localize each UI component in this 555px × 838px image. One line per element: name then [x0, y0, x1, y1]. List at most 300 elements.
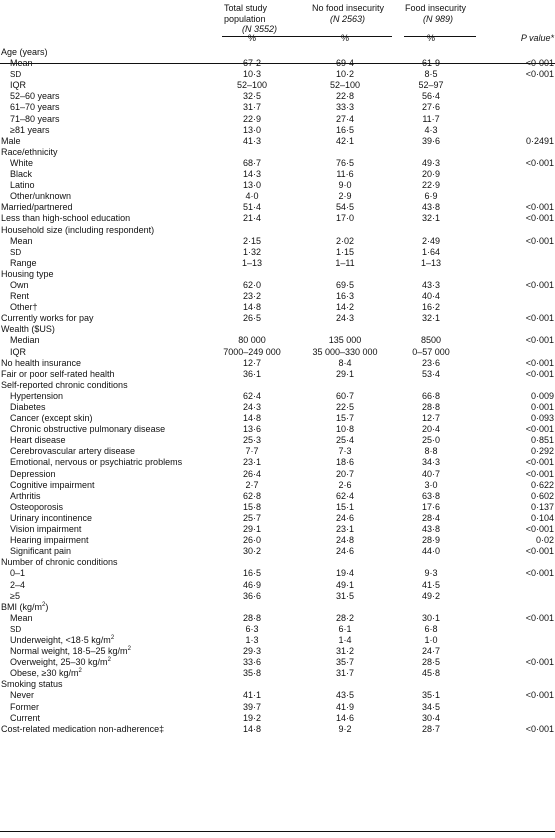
- table-row: [0, 169, 555, 180]
- pct-label-total: %: [247, 33, 256, 43]
- cell-value: 33·3: [335, 102, 354, 113]
- table-row: [0, 125, 555, 136]
- row-label-text: Never: [10, 690, 35, 701]
- rule-table-bottom: [0, 831, 555, 832]
- row-label: [1, 136, 21, 147]
- cell-value: 43·8: [421, 524, 440, 535]
- table-row: [0, 358, 555, 369]
- cell-value: 32·1: [421, 213, 440, 224]
- row-label-text: Diabetes: [10, 402, 46, 412]
- cell-value: 26·4: [242, 468, 261, 479]
- rule-header-bottom: [0, 63, 555, 64]
- cell-value: 28·8: [242, 612, 261, 623]
- cell-value: 43·8: [421, 202, 440, 213]
- table-row: [0, 668, 555, 679]
- row-label: [10, 713, 40, 724]
- cell-value: 2·6: [338, 479, 352, 490]
- cell-value: 30·1: [421, 612, 440, 623]
- cell-value: 19·4: [335, 568, 354, 579]
- row-label: [10, 191, 71, 202]
- table-row: [0, 202, 555, 213]
- cell-value: 53·4: [421, 368, 440, 379]
- cell-value: 33·6: [242, 657, 261, 668]
- table-row: [0, 158, 555, 169]
- row-label-text: Male: [1, 135, 21, 146]
- cell-p-value: 0·02: [535, 535, 554, 546]
- row-label-text: Married/partnered: [1, 202, 73, 213]
- cell-p-value: <0·001: [525, 335, 554, 346]
- cell-value: 14·3: [242, 169, 261, 180]
- cell-p-value: 0·851: [530, 435, 554, 446]
- row-label: [10, 114, 60, 125]
- table-header: [0, 3, 555, 34]
- row-label-text: Median: [10, 335, 40, 346]
- cell-p-value: <0·001: [525, 546, 554, 557]
- cell-p-value: 0·009: [530, 390, 554, 401]
- cell-value: 63·8: [421, 490, 440, 501]
- cell-value: 23·1: [242, 457, 261, 468]
- row-label-text: Mean: [10, 235, 33, 246]
- cell-value: 8·8: [424, 446, 438, 457]
- cell-p-value: 0·001: [530, 402, 554, 412]
- cell-value: 39·6: [421, 135, 440, 146]
- cell-value: 10·2: [335, 69, 354, 80]
- row-label: [1, 147, 58, 158]
- cell-value: 31·5: [335, 590, 354, 601]
- cell-value: 80 000: [238, 335, 266, 346]
- table-row: [0, 702, 555, 713]
- cell-value: 7·3: [338, 446, 352, 457]
- table-row: [0, 80, 555, 91]
- cell-value: 66·8: [421, 390, 440, 401]
- row-label-text: Smoking status: [1, 679, 63, 690]
- cell-value: 23·6: [421, 357, 440, 368]
- row-label: [10, 624, 21, 635]
- cell-value: 28·9: [421, 535, 440, 546]
- cell-value: 30·2: [242, 546, 261, 557]
- cell-value: 7000–249 000: [223, 346, 281, 357]
- table-row: [0, 136, 555, 147]
- row-label: [10, 236, 33, 247]
- row-label: [10, 657, 111, 668]
- row-label-text: 71–80 years: [10, 113, 60, 124]
- row-label: [10, 469, 56, 480]
- row-label: [10, 502, 63, 513]
- table-row: [0, 568, 555, 579]
- row-label-text: Former: [10, 701, 39, 712]
- row-label-text: Overweight, 25–30 kg/m: [10, 657, 108, 668]
- cell-value: 2·9: [338, 191, 352, 202]
- cell-value: 31·7: [242, 102, 261, 113]
- table-row: [0, 546, 555, 557]
- cell-value: 41·9: [335, 701, 354, 712]
- cell-value: 32·5: [242, 91, 261, 102]
- row-label-text: Other/unknown: [10, 191, 72, 202]
- cell-value: 49·1: [335, 579, 354, 590]
- table-row: [0, 69, 555, 80]
- table-row: [0, 491, 555, 502]
- row-label: [10, 302, 38, 313]
- cell-value: 36·1: [242, 368, 261, 379]
- table-row: [0, 679, 555, 690]
- cell-value: 0–57 000: [412, 346, 450, 357]
- cell-p-value: 0·292: [530, 446, 554, 457]
- table-row: [0, 402, 555, 413]
- cell-value: 54·5: [335, 202, 354, 213]
- table-row: [0, 413, 555, 424]
- cell-value: 69·5: [335, 279, 354, 290]
- cell-value: 25·4: [335, 435, 354, 446]
- row-label-text: ≥81 years: [10, 124, 50, 135]
- row-label: [1, 202, 73, 213]
- table-row: [0, 347, 555, 358]
- cell-value: 24·3: [242, 402, 261, 412]
- row-label: [10, 347, 26, 358]
- table-row: [0, 657, 555, 668]
- cell-value: 34·3: [421, 457, 440, 468]
- row-label: [10, 125, 49, 136]
- table-row: [0, 624, 555, 635]
- cell-value: 28·4: [421, 512, 440, 523]
- row-label: [10, 413, 93, 424]
- cell-p-value: 0·137: [530, 501, 554, 512]
- cell-value: 14·2: [335, 302, 354, 313]
- cell-value: 6·8: [424, 623, 438, 634]
- cell-value: 12·7: [421, 413, 440, 424]
- cell-p-value: <0·001: [525, 524, 554, 535]
- row-label: [10, 158, 33, 169]
- table-row: [0, 446, 555, 457]
- row-label: [10, 335, 40, 346]
- cell-value: 8·4: [338, 357, 352, 368]
- cell-value: 17·0: [335, 213, 354, 224]
- cell-value: 23·1: [335, 524, 354, 535]
- table-row: [0, 690, 555, 701]
- cell-value: 6·9: [424, 191, 438, 202]
- cell-value: 28·7: [421, 723, 440, 734]
- cell-value: 14·8: [242, 302, 261, 313]
- row-label: [10, 535, 89, 546]
- table-row: [0, 424, 555, 435]
- cell-value: 36·6: [242, 590, 261, 601]
- row-label: [10, 480, 95, 491]
- rule-fi: [404, 36, 476, 37]
- row-label-text: Cognitive impairment: [10, 479, 95, 490]
- table-row: [0, 91, 555, 102]
- cell-p-value: 0·104: [530, 512, 554, 523]
- p-value-header: P value*: [520, 33, 554, 43]
- col-header-total-n: (N 3552): [242, 24, 278, 34]
- cell-value: 41·3: [242, 135, 261, 146]
- cell-value: 39·7: [242, 701, 261, 712]
- table-row: [0, 724, 555, 735]
- cell-value: 3·0: [424, 479, 438, 490]
- row-label: [10, 513, 92, 524]
- cell-value: 18·6: [335, 457, 354, 468]
- row-label-text: Mean: [10, 612, 33, 623]
- cell-value: 10·3: [242, 69, 261, 80]
- table-row: [0, 380, 555, 391]
- cell-p-value: 0·093: [530, 413, 554, 424]
- cell-value: 31·2: [335, 646, 354, 657]
- row-label-text: Hearing impairment: [10, 535, 89, 546]
- row-label: [10, 491, 41, 502]
- row-label: [1, 225, 154, 236]
- table-row: [0, 713, 555, 724]
- cell-value: 22·8: [335, 91, 354, 102]
- row-label-text: BMI (kg/m: [1, 601, 43, 612]
- table-row: [0, 324, 555, 335]
- cell-value: 35·8: [242, 668, 261, 679]
- table-row: [0, 225, 555, 236]
- table-row: [0, 435, 555, 446]
- row-label-text: SD: [10, 70, 22, 80]
- row-label-text: IQR: [10, 80, 27, 91]
- row-label-text: Hypertension: [10, 390, 64, 401]
- cell-value: 1–13: [420, 257, 442, 268]
- cell-value: 26·0: [242, 535, 261, 546]
- row-label: [10, 424, 165, 435]
- cell-p-value: <0·001: [525, 313, 554, 324]
- cell-value: 41·1: [242, 690, 261, 701]
- cell-value: 1·64: [421, 246, 440, 257]
- cell-p-value: <0·001: [525, 568, 554, 579]
- row-label-text: Self-reported chronic conditions: [1, 379, 128, 390]
- cell-value: 45·8: [421, 668, 440, 679]
- cell-value: 9·0: [338, 180, 352, 191]
- cell-value: 22·9: [421, 180, 440, 191]
- table-row: [0, 391, 555, 402]
- cell-p-value: <0·001: [525, 202, 554, 213]
- table-row: [0, 147, 555, 158]
- cell-value: 13·0: [242, 180, 261, 191]
- rule-total: [222, 36, 310, 37]
- table-row: [0, 258, 555, 269]
- cell-value: 52–97: [418, 80, 444, 91]
- table-row: [0, 524, 555, 535]
- row-label: [10, 258, 37, 269]
- cell-value: 35 000–330 000: [312, 346, 378, 357]
- cell-value: 6·3: [245, 623, 259, 634]
- cell-value: 10·8: [335, 424, 354, 435]
- row-label: [10, 446, 135, 457]
- table-row: [0, 457, 555, 468]
- row-label: [10, 69, 21, 80]
- row-label: [10, 169, 32, 180]
- cell-value: 14·8: [242, 413, 261, 424]
- cell-value: 56·4: [421, 91, 440, 102]
- cell-value: 52–100: [329, 80, 361, 91]
- cell-value: 13·0: [242, 124, 261, 135]
- cell-value: 24·3: [335, 313, 354, 324]
- cell-value: 11·7: [422, 113, 440, 124]
- cell-value: 16·5: [242, 568, 261, 579]
- table-row: [0, 480, 555, 491]
- col-header-no-fi-n: (N 2563): [330, 13, 366, 24]
- row-label-text: Heart disease: [10, 435, 66, 446]
- cell-value: 30·4: [421, 712, 440, 723]
- cell-p-value: <0·001: [525, 723, 554, 734]
- cell-value: 29·1: [335, 368, 354, 379]
- row-label-text: Own: [10, 279, 29, 290]
- cell-value: 29·3: [242, 646, 261, 657]
- row-label-text: SD: [10, 247, 22, 257]
- row-label: [1, 724, 164, 735]
- cell-value: 9·3: [424, 568, 438, 579]
- row-label-text: Less than high-school education: [1, 213, 131, 224]
- col-header-fi: [405, 3, 475, 24]
- cell-p-value: <0·001: [525, 457, 554, 468]
- cell-value: 14·8: [242, 723, 261, 734]
- row-label-text: Current: [10, 712, 41, 723]
- cell-value: 20·7: [335, 468, 354, 479]
- col-header-no-fi-name: No food insecurity: [312, 3, 385, 13]
- row-label: [1, 313, 94, 324]
- cell-value: 14·6: [335, 712, 354, 723]
- cell-value: 20·4: [421, 424, 440, 435]
- table-row: [0, 535, 555, 546]
- cell-value: 52–100: [236, 80, 268, 91]
- row-label: [10, 568, 25, 579]
- cell-value: 49·3: [421, 157, 440, 168]
- table-row: [0, 291, 555, 302]
- cell-value: 25·7: [242, 512, 261, 523]
- cell-value: 60·7: [335, 390, 354, 401]
- row-label: [10, 591, 20, 602]
- row-label: [10, 668, 82, 679]
- cell-value: 16·5: [335, 124, 354, 135]
- cell-value: 25·0: [421, 435, 440, 446]
- table-row: [0, 513, 555, 524]
- row-label-text: Urinary incontinence: [10, 512, 93, 523]
- row-label-text: Range: [10, 257, 37, 268]
- row-label: [10, 457, 182, 468]
- cell-value: 51·4: [242, 202, 261, 213]
- row-label: [10, 102, 60, 113]
- cell-value: 13·6: [242, 424, 261, 435]
- row-label-text: Obese, ≥30 kg/m: [10, 668, 79, 679]
- row-label: [1, 358, 81, 369]
- cell-value: 7·7: [245, 446, 259, 457]
- row-label-text: Normal weight, 18·5–25 kg/m: [10, 646, 128, 657]
- cell-value: 69·4: [335, 58, 354, 69]
- cell-p-value: <0·001: [525, 657, 554, 668]
- cell-value: 44·0: [421, 546, 440, 557]
- cell-p-value: <0·001: [525, 368, 554, 379]
- cell-value: 76·5: [335, 157, 354, 168]
- row-label-text: Rent: [10, 291, 30, 302]
- row-label-text: SD: [10, 624, 22, 634]
- cell-value: 15·7: [335, 413, 354, 424]
- row-label: [10, 291, 29, 302]
- row-label-text: Fair or poor self-rated health: [1, 368, 115, 379]
- col-header-no-fi: [312, 3, 392, 24]
- table-row: [0, 180, 555, 191]
- row-label-text: Household size (including respondent): [1, 224, 155, 235]
- row-label-sup: 2: [42, 601, 46, 608]
- cell-value: 40·4: [421, 291, 440, 302]
- table-row: [0, 247, 555, 258]
- cell-p-value: <0·001: [525, 357, 554, 368]
- cell-value: 24·6: [335, 512, 354, 523]
- row-label: [10, 702, 39, 713]
- cell-value: 43·5: [335, 690, 354, 701]
- cell-value: 6·1: [338, 623, 352, 634]
- row-label-text: Other†: [10, 302, 38, 313]
- row-label-text: Cancer (except skin): [10, 413, 93, 424]
- cell-value: 61·9: [421, 58, 440, 69]
- row-label-text: Significant pain: [10, 546, 72, 557]
- cell-value: 42·1: [335, 135, 354, 146]
- row-label-text: Wealth ($US): [1, 324, 55, 335]
- table-row: [0, 591, 555, 602]
- cell-value: 22·9: [242, 113, 261, 124]
- cell-value: 62·0: [242, 279, 261, 290]
- cell-value: 29·1: [242, 524, 261, 535]
- row-label-text: 2–4: [10, 579, 26, 590]
- row-label-text: Number of chronic conditions: [1, 557, 118, 568]
- cell-value: 4·3: [424, 124, 438, 135]
- row-label-text: Arthritis: [10, 490, 41, 501]
- cell-value: 34·5: [421, 701, 440, 712]
- row-label: [10, 91, 60, 102]
- table-row: [0, 580, 555, 591]
- table-row: [0, 557, 555, 568]
- cell-value: 26·5: [242, 313, 261, 324]
- table-row: [0, 635, 555, 646]
- cell-p-value: <0·001: [525, 279, 554, 290]
- row-label-text: ≥5: [10, 590, 20, 601]
- row-label-text: Age (years): [1, 47, 48, 57]
- row-label-text: Cerebrovascular artery disease: [10, 446, 136, 457]
- cell-value: 24·6: [335, 546, 354, 557]
- cell-value: 2·02: [335, 235, 354, 246]
- cell-value: 49·2: [421, 590, 440, 601]
- row-label: [10, 646, 131, 657]
- row-label-text: Race/ethnicity: [1, 146, 58, 157]
- row-label: [10, 690, 34, 701]
- row-label: [1, 213, 130, 224]
- row-label: [1, 369, 115, 380]
- cell-p-value: <0·001: [525, 468, 554, 479]
- cell-value: 25·3: [242, 435, 261, 446]
- cell-value: 1·15: [335, 246, 354, 257]
- cell-value: 20·9: [421, 169, 440, 180]
- row-label: [1, 602, 48, 613]
- cell-value: 23·2: [242, 291, 261, 302]
- cell-p-value: 0·622: [530, 479, 554, 490]
- cell-value: 1·0: [424, 634, 438, 645]
- pct-label-no-fi: %: [340, 33, 349, 43]
- cell-value: 2·7: [245, 479, 259, 490]
- table-row: [0, 369, 555, 380]
- row-label: [10, 435, 66, 446]
- cell-p-value: 0·2491: [525, 135, 554, 146]
- row-label-text: 52–60 years: [10, 91, 60, 102]
- cell-value: 8500: [420, 335, 442, 346]
- row-label-text: 0–1: [10, 568, 26, 579]
- cell-value: 28·5: [421, 657, 440, 668]
- row-label: [10, 580, 25, 591]
- row-label: [10, 524, 81, 535]
- row-label-sup: 2: [78, 668, 82, 675]
- col-header-total-name: Total study population: [224, 3, 268, 24]
- table-row: [0, 114, 555, 125]
- cell-value: 32·1: [421, 313, 440, 324]
- row-label-text: Black: [10, 169, 33, 180]
- row-label: [10, 80, 26, 91]
- cell-p-value: <0·001: [525, 612, 554, 623]
